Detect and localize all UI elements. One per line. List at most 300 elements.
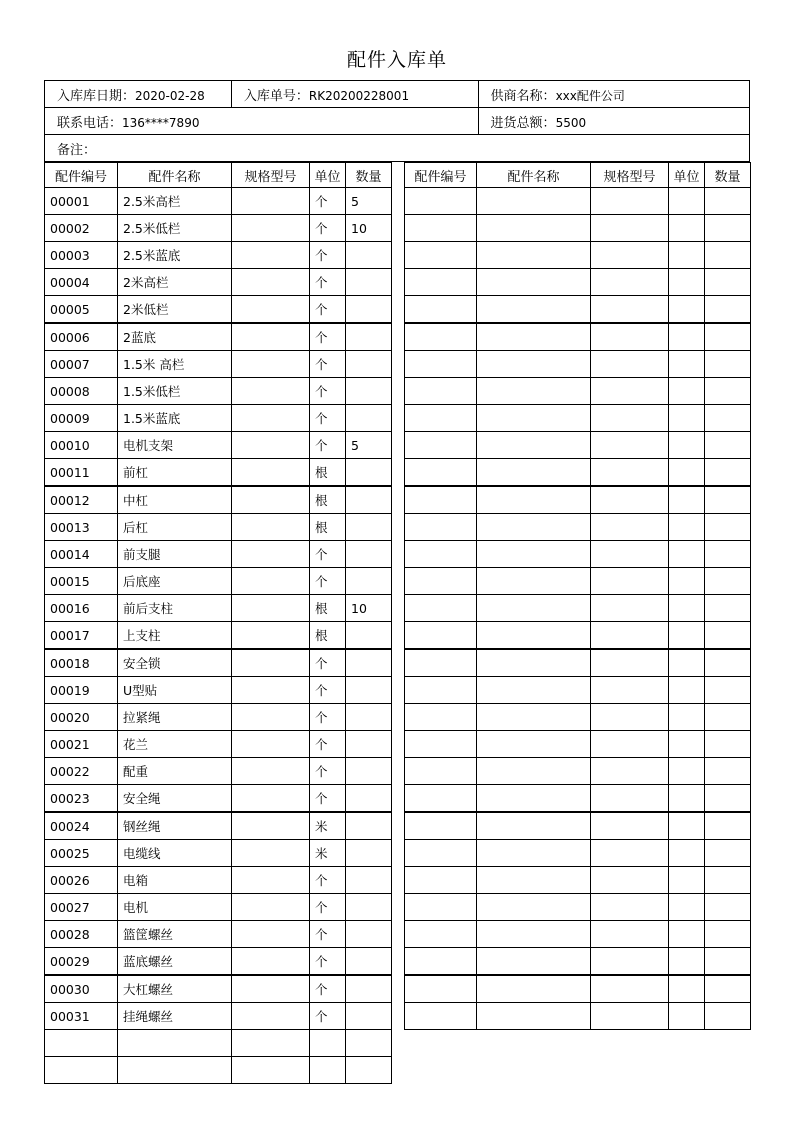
cell-spec xyxy=(591,541,669,568)
cell-part-no xyxy=(405,622,477,650)
cell-unit xyxy=(669,677,705,704)
table-row xyxy=(45,541,392,568)
table-row xyxy=(45,215,392,242)
table-row xyxy=(45,269,392,296)
cell-qty xyxy=(346,867,392,894)
cell-qty xyxy=(705,269,751,296)
cell-spec xyxy=(591,378,669,405)
cell-qty xyxy=(346,1057,392,1084)
cell-part-name: 挂绳螺丝 xyxy=(118,1003,232,1030)
cell-part-name xyxy=(477,894,591,921)
cell-part-name xyxy=(477,432,591,459)
cell-part-no xyxy=(405,975,477,1003)
cell-part-name xyxy=(477,541,591,568)
cell-spec xyxy=(591,514,669,541)
cell-part-name: 1.5米蓝底 xyxy=(118,405,232,432)
table-row xyxy=(45,459,392,487)
cell-qty xyxy=(346,894,392,921)
cell-qty xyxy=(346,378,392,405)
table-row xyxy=(45,894,392,921)
table-row xyxy=(405,486,751,514)
cell-qty: 10 xyxy=(346,215,392,242)
remark-label: 备注： xyxy=(57,142,97,158)
cell-part-name xyxy=(477,514,591,541)
inbound-date-label: 入库库日期： xyxy=(57,88,136,104)
cell-qty xyxy=(346,785,392,813)
cell-qty xyxy=(346,921,392,948)
cell-spec xyxy=(591,188,669,215)
table-row xyxy=(405,351,751,378)
col-header-spec: 规格型号 xyxy=(232,163,310,188)
cell-part-name xyxy=(477,1003,591,1030)
cell-qty xyxy=(705,486,751,514)
cell-unit xyxy=(669,649,705,677)
cell-part-name: 电机支架 xyxy=(118,432,232,459)
table-row xyxy=(405,215,751,242)
cell-qty xyxy=(705,812,751,840)
cell-qty xyxy=(705,405,751,432)
cell-part-name: 2.5米蓝底 xyxy=(118,242,232,269)
table-row xyxy=(405,975,751,1003)
cell-part-no xyxy=(405,731,477,758)
table-row xyxy=(45,595,392,622)
table-row xyxy=(405,296,751,324)
cell-qty xyxy=(346,622,392,650)
cell-spec xyxy=(591,677,669,704)
col-header-part-name: 配件名称 xyxy=(477,163,591,188)
cell-part-no: 00021 xyxy=(45,731,118,758)
cell-part-no: 00004 xyxy=(45,269,118,296)
cell-qty: 5 xyxy=(346,432,392,459)
cell-part-name xyxy=(477,921,591,948)
cell-qty xyxy=(346,704,392,731)
table-row xyxy=(45,731,392,758)
cell-unit xyxy=(669,269,705,296)
cell-qty xyxy=(705,921,751,948)
cell-spec xyxy=(232,894,310,921)
order-number-cell xyxy=(231,81,478,108)
cell-part-name: 1.5米 高栏 xyxy=(118,351,232,378)
cell-part-no xyxy=(405,405,477,432)
cell-unit xyxy=(669,514,705,541)
cell-spec xyxy=(591,948,669,976)
cell-unit: 个 xyxy=(310,975,346,1003)
cell-spec xyxy=(591,731,669,758)
cell-unit xyxy=(310,1030,346,1057)
cell-spec xyxy=(232,812,310,840)
cell-part-no: 00026 xyxy=(45,867,118,894)
cell-unit xyxy=(669,296,705,324)
table-row xyxy=(45,1030,392,1057)
cell-part-no: 00031 xyxy=(45,1003,118,1030)
cell-spec xyxy=(591,323,669,351)
cell-unit: 个 xyxy=(310,242,346,269)
cell-part-name xyxy=(477,731,591,758)
cell-qty xyxy=(705,432,751,459)
cell-spec xyxy=(232,975,310,1003)
cell-qty xyxy=(346,486,392,514)
cell-part-no: 00020 xyxy=(45,704,118,731)
cell-spec xyxy=(232,921,310,948)
cell-part-name xyxy=(477,840,591,867)
cell-spec xyxy=(591,405,669,432)
table-row xyxy=(45,378,392,405)
table-row xyxy=(45,242,392,269)
cell-part-no: 00012 xyxy=(45,486,118,514)
cell-spec xyxy=(591,812,669,840)
cell-part-no: 00022 xyxy=(45,758,118,785)
table-row xyxy=(405,622,751,650)
phone-label: 联系电话： xyxy=(57,115,123,131)
cell-qty: 5 xyxy=(346,188,392,215)
cell-unit xyxy=(310,1057,346,1084)
cell-part-no: 00009 xyxy=(45,405,118,432)
col-header-part-no: 配件编号 xyxy=(405,163,477,188)
cell-qty xyxy=(705,514,751,541)
cell-part-name: 电箱 xyxy=(118,867,232,894)
cell-part-no: 00010 xyxy=(45,432,118,459)
cell-part-no xyxy=(405,486,477,514)
cell-spec xyxy=(591,242,669,269)
cell-part-name xyxy=(477,215,591,242)
cell-qty xyxy=(705,975,751,1003)
cell-part-no xyxy=(405,568,477,595)
cell-part-no: 00006 xyxy=(45,323,118,351)
cell-spec xyxy=(591,867,669,894)
cell-part-no: 00023 xyxy=(45,785,118,813)
cell-unit: 个 xyxy=(310,894,346,921)
cell-qty xyxy=(705,378,751,405)
cell-part-no xyxy=(405,296,477,324)
cell-part-name xyxy=(477,975,591,1003)
table-row xyxy=(405,541,751,568)
inbound-date-cell xyxy=(45,81,232,108)
cell-spec xyxy=(232,1057,310,1084)
cell-unit xyxy=(669,215,705,242)
cell-unit: 个 xyxy=(310,731,346,758)
table-row xyxy=(405,269,751,296)
table-row xyxy=(45,432,392,459)
table-row xyxy=(405,867,751,894)
table-row xyxy=(405,649,751,677)
cell-part-no: 00007 xyxy=(45,351,118,378)
cell-part-no xyxy=(405,704,477,731)
cell-qty xyxy=(346,568,392,595)
cell-unit: 个 xyxy=(310,188,346,215)
cell-part-no xyxy=(45,1057,118,1084)
cell-unit xyxy=(669,921,705,948)
table-row xyxy=(45,568,392,595)
table-row xyxy=(45,622,392,650)
table-header-row xyxy=(45,163,392,188)
table-row xyxy=(405,1003,751,1030)
col-header-unit: 单位 xyxy=(669,163,705,188)
cell-part-name: 前杠 xyxy=(118,459,232,487)
cell-unit: 个 xyxy=(310,269,346,296)
cell-part-name xyxy=(477,595,591,622)
cell-unit xyxy=(669,188,705,215)
cell-unit xyxy=(669,242,705,269)
cell-unit xyxy=(669,595,705,622)
cell-part-no xyxy=(405,785,477,813)
col-header-qty: 数量 xyxy=(705,163,751,188)
cell-qty xyxy=(705,677,751,704)
cell-qty xyxy=(705,595,751,622)
table-row xyxy=(405,948,751,976)
cell-unit: 个 xyxy=(310,405,346,432)
cell-spec xyxy=(232,296,310,324)
cell-part-name xyxy=(477,269,591,296)
cell-part-name xyxy=(477,296,591,324)
table-row xyxy=(405,677,751,704)
cell-unit xyxy=(669,867,705,894)
cell-spec xyxy=(591,975,669,1003)
cell-part-no xyxy=(405,541,477,568)
cell-part-name xyxy=(477,622,591,650)
table-row xyxy=(405,323,751,351)
cell-unit xyxy=(669,894,705,921)
table-row xyxy=(405,921,751,948)
table-row xyxy=(405,514,751,541)
phone-cell xyxy=(45,108,479,135)
total-value: 5500 xyxy=(555,115,587,130)
cell-qty xyxy=(346,948,392,976)
cell-part-name xyxy=(118,1057,232,1084)
col-header-qty: 数量 xyxy=(346,163,392,188)
table-row xyxy=(45,785,392,813)
cell-part-no xyxy=(405,1003,477,1030)
cell-unit: 个 xyxy=(310,296,346,324)
supplier-value: xxx配件公司 xyxy=(555,88,625,103)
table-row xyxy=(45,649,392,677)
cell-spec xyxy=(591,296,669,324)
cell-part-no xyxy=(405,323,477,351)
cell-part-name xyxy=(477,948,591,976)
cell-spec xyxy=(232,948,310,976)
cell-part-no xyxy=(45,1030,118,1057)
cell-unit xyxy=(669,704,705,731)
cell-unit: 个 xyxy=(310,568,346,595)
table-row xyxy=(45,677,392,704)
cell-unit: 个 xyxy=(310,541,346,568)
cell-spec xyxy=(232,568,310,595)
cell-unit xyxy=(669,432,705,459)
cell-qty xyxy=(705,541,751,568)
cell-unit: 根 xyxy=(310,622,346,650)
cell-qty xyxy=(705,459,751,487)
cell-unit xyxy=(669,948,705,976)
cell-part-no xyxy=(405,242,477,269)
remark-cell xyxy=(45,135,750,162)
table-row xyxy=(405,704,751,731)
table-header-row xyxy=(405,163,751,188)
cell-part-name: 后杠 xyxy=(118,514,232,541)
cell-part-no: 00029 xyxy=(45,948,118,976)
cell-part-name: 2.5米低栏 xyxy=(118,215,232,242)
cell-part-no xyxy=(405,514,477,541)
cell-part-no xyxy=(405,948,477,976)
cell-part-no xyxy=(405,649,477,677)
cell-qty xyxy=(705,215,751,242)
cell-spec xyxy=(232,1030,310,1057)
cell-qty: 10 xyxy=(346,595,392,622)
cell-part-name xyxy=(477,188,591,215)
cell-qty xyxy=(705,649,751,677)
cell-qty xyxy=(346,514,392,541)
cell-spec xyxy=(232,649,310,677)
cell-unit xyxy=(669,405,705,432)
cell-part-name: 中杠 xyxy=(118,486,232,514)
cell-unit xyxy=(669,731,705,758)
cell-qty xyxy=(346,323,392,351)
cell-part-name xyxy=(477,785,591,813)
cell-unit xyxy=(669,568,705,595)
cell-part-no: 00014 xyxy=(45,541,118,568)
cell-qty xyxy=(346,840,392,867)
cell-unit: 米 xyxy=(310,812,346,840)
cell-part-name: 2米高栏 xyxy=(118,269,232,296)
cell-part-no xyxy=(405,378,477,405)
cell-unit xyxy=(669,486,705,514)
phone-value: 136****7890 xyxy=(122,115,200,130)
cell-unit xyxy=(669,785,705,813)
cell-part-name: 2.5米高栏 xyxy=(118,188,232,215)
cell-spec xyxy=(591,351,669,378)
cell-part-name: 篮筐螺丝 xyxy=(118,921,232,948)
col-header-part-no: 配件编号 xyxy=(45,163,118,188)
cell-unit: 根 xyxy=(310,514,346,541)
cell-part-name: 前后支柱 xyxy=(118,595,232,622)
cell-spec xyxy=(232,677,310,704)
cell-unit: 个 xyxy=(310,215,346,242)
cell-part-no xyxy=(405,921,477,948)
cell-part-no xyxy=(405,595,477,622)
cell-part-no xyxy=(405,215,477,242)
cell-spec xyxy=(591,568,669,595)
cell-spec xyxy=(591,1003,669,1030)
table-row xyxy=(405,188,751,215)
table-row xyxy=(405,812,751,840)
cell-part-no xyxy=(405,867,477,894)
table-row xyxy=(405,731,751,758)
cell-part-no: 00002 xyxy=(45,215,118,242)
cell-part-no xyxy=(405,812,477,840)
cell-unit: 根 xyxy=(310,595,346,622)
cell-spec xyxy=(591,649,669,677)
cell-spec xyxy=(591,704,669,731)
cell-qty xyxy=(346,269,392,296)
cell-qty xyxy=(705,731,751,758)
table-row xyxy=(45,840,392,867)
cell-unit: 根 xyxy=(310,486,346,514)
cell-spec xyxy=(232,323,310,351)
col-header-part-name: 配件名称 xyxy=(118,163,232,188)
cell-qty xyxy=(705,894,751,921)
order-number-value: RK20200228001 xyxy=(308,88,410,103)
cell-part-no: 00013 xyxy=(45,514,118,541)
cell-unit: 个 xyxy=(310,1003,346,1030)
cell-qty xyxy=(705,351,751,378)
cell-qty xyxy=(346,296,392,324)
cell-spec xyxy=(591,921,669,948)
cell-spec xyxy=(591,269,669,296)
cell-unit xyxy=(669,622,705,650)
cell-spec xyxy=(232,731,310,758)
cell-part-name xyxy=(477,405,591,432)
table-row xyxy=(45,405,392,432)
cell-spec xyxy=(232,269,310,296)
table-row xyxy=(45,514,392,541)
table-row xyxy=(45,323,392,351)
cell-unit: 根 xyxy=(310,459,346,487)
cell-qty xyxy=(346,405,392,432)
cell-spec xyxy=(232,704,310,731)
cell-part-name: 钢丝绳 xyxy=(118,812,232,840)
cell-part-no xyxy=(405,351,477,378)
cell-spec xyxy=(591,486,669,514)
cell-part-no: 00024 xyxy=(45,812,118,840)
table-row xyxy=(45,1057,392,1084)
cell-unit: 个 xyxy=(310,785,346,813)
cell-spec xyxy=(232,622,310,650)
cell-part-no: 00025 xyxy=(45,840,118,867)
cell-spec xyxy=(232,459,310,487)
table-row xyxy=(45,1003,392,1030)
col-header-spec: 规格型号 xyxy=(591,163,669,188)
supplier-cell xyxy=(478,81,749,108)
cell-part-name xyxy=(477,812,591,840)
cell-part-name: 1.5米低栏 xyxy=(118,378,232,405)
cell-qty xyxy=(705,622,751,650)
total-label: 进货总额： xyxy=(490,115,556,131)
cell-qty xyxy=(346,649,392,677)
cell-part-no: 00008 xyxy=(45,378,118,405)
cell-qty xyxy=(346,541,392,568)
table-row xyxy=(45,704,392,731)
cell-part-name: 2米低栏 xyxy=(118,296,232,324)
cell-part-name: 安全锁 xyxy=(118,649,232,677)
cell-qty xyxy=(346,677,392,704)
cell-spec xyxy=(591,595,669,622)
cell-spec xyxy=(232,378,310,405)
cell-part-name: 大杠螺丝 xyxy=(118,975,232,1003)
cell-spec xyxy=(232,405,310,432)
cell-part-name: 安全绳 xyxy=(118,785,232,813)
order-number-label: 入库单号： xyxy=(243,88,309,104)
cell-qty xyxy=(346,1030,392,1057)
cell-qty xyxy=(705,948,751,976)
cell-spec xyxy=(232,785,310,813)
cell-part-no xyxy=(405,188,477,215)
cell-spec xyxy=(232,541,310,568)
cell-unit: 个 xyxy=(310,921,346,948)
cell-part-name: U型贴 xyxy=(118,677,232,704)
cell-unit xyxy=(669,840,705,867)
cell-qty xyxy=(346,351,392,378)
cell-unit: 个 xyxy=(310,323,346,351)
cell-spec xyxy=(232,242,310,269)
table-row xyxy=(45,948,392,976)
table-row xyxy=(405,595,751,622)
cell-unit xyxy=(669,323,705,351)
table-row xyxy=(45,188,392,215)
cell-part-no: 00027 xyxy=(45,894,118,921)
cell-spec xyxy=(232,215,310,242)
cell-spec xyxy=(232,840,310,867)
cell-part-no: 00005 xyxy=(45,296,118,324)
cell-qty xyxy=(705,1003,751,1030)
cell-unit: 个 xyxy=(310,867,346,894)
